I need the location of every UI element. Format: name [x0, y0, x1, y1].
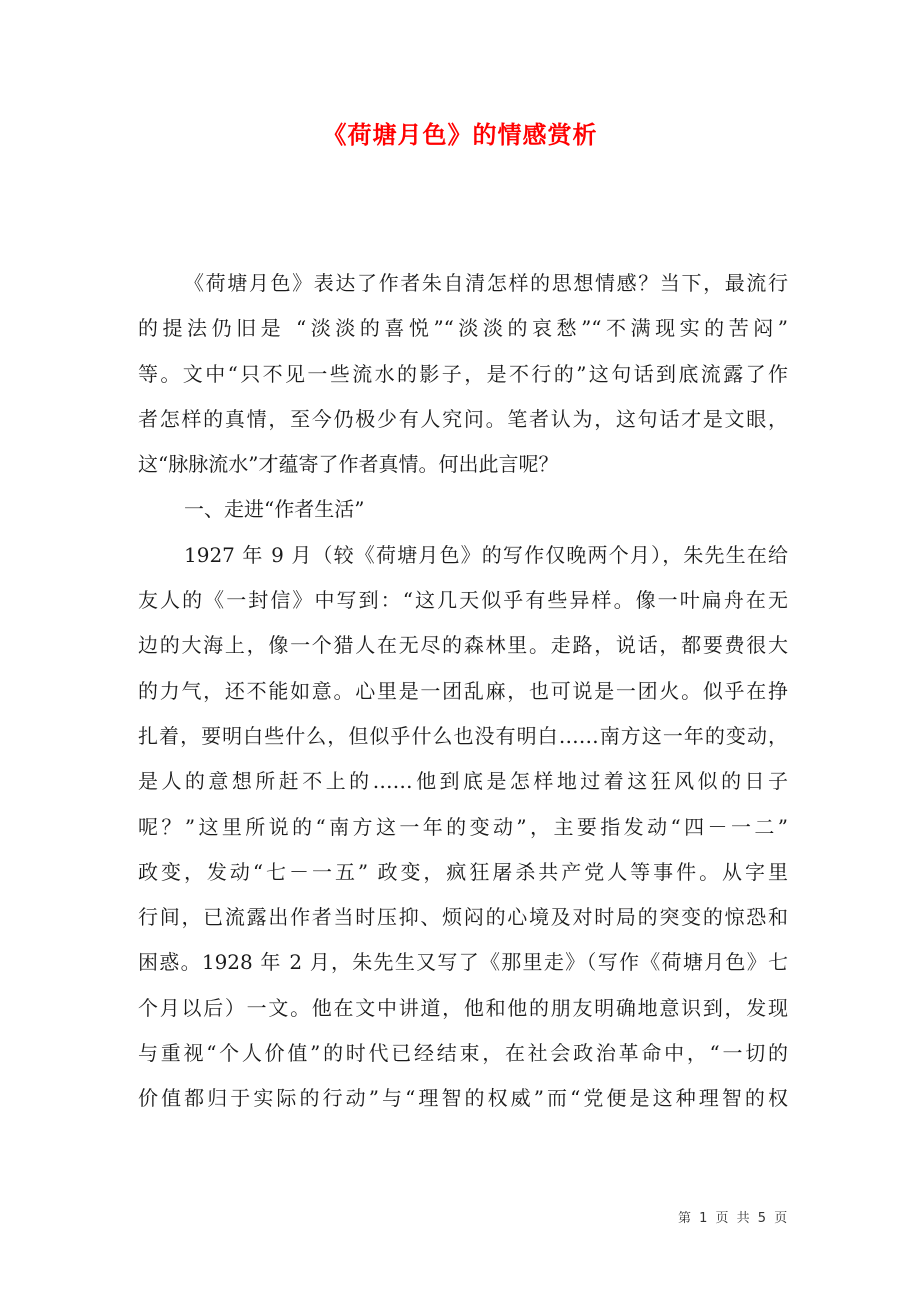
text-line: 个月以后）一文。他在文中讲道，他和他的朋友明确地意识到，发现 — [138, 995, 788, 1020]
section-heading: 一、走进“作者生活” — [184, 497, 365, 522]
text-line: 困惑。1928 年 2 月，朱先生又写了《那里走》（写作《荷塘月色》七 — [138, 950, 788, 975]
text-line: 是人的意想所赶不上的……他到底是怎样地过着这狂风似的日子 — [138, 769, 788, 794]
text-line: 扎着，要明白些什么，但似乎什么也没有明白……南方这一年的变动， — [138, 723, 788, 748]
text-line: 的提法仍旧是 “淡淡的喜悦”“淡淡的哀愁”“不满现实的苦闷” — [138, 316, 788, 341]
text-line: 价值都归于实际的行动”与“理智的权威”而“党便是这种理智的权 — [138, 1086, 788, 1111]
document-body — [138, 266, 788, 1127]
text-line: 等。文中“只不见一些流水的影子，是不行的”这句话到底流露了作 — [138, 361, 788, 386]
text-line: 1927 年 9 月（较《荷塘月色》的写作仅晚两个月），朱先生在给 — [184, 542, 788, 567]
text-line: 呢？”这里所说的“南方这一年的变动”，主要指发动“四－一二” — [138, 814, 788, 839]
text-line: 者怎样的真情，至今仍极少有人究问。笔者认为，这句话才是文眼， — [138, 406, 788, 431]
document-title: 《荷塘月色》的情感赏析 — [322, 120, 598, 149]
text-line: 与重视“个人价值”的时代已经结束，在社会政治革命中，“一切的 — [138, 1041, 788, 1066]
text-line: 行间，已流露出作者当时压抑、烦闷的心境及对时局的突变的惊恐和 — [138, 905, 788, 930]
text-line: 《荷塘月色》表达了作者朱自清怎样的思想情感？当下，最流行 — [184, 271, 788, 295]
text-line: 边的大海上，像一个猎人在无尽的森林里。走路，说话，都要费很大 — [138, 633, 788, 658]
text-line: 这“脉脉流水”才蕴寄了作者真情。何出此言呢？ — [138, 452, 559, 477]
text-line: 友人的《一封信》中写到：“这几天似乎有些异样。像一叶扁舟在无 — [138, 588, 788, 613]
text-line: 政变，发动“七－一五” 政变，疯狂屠杀共产党人等事件。从字里 — [138, 859, 788, 884]
page-number-footer: 第 1 页 共 5 页 — [678, 1211, 790, 1226]
text-line: 的力气，还不能如意。心里是一团乱麻，也可说是一团火。似乎在挣 — [138, 678, 788, 703]
